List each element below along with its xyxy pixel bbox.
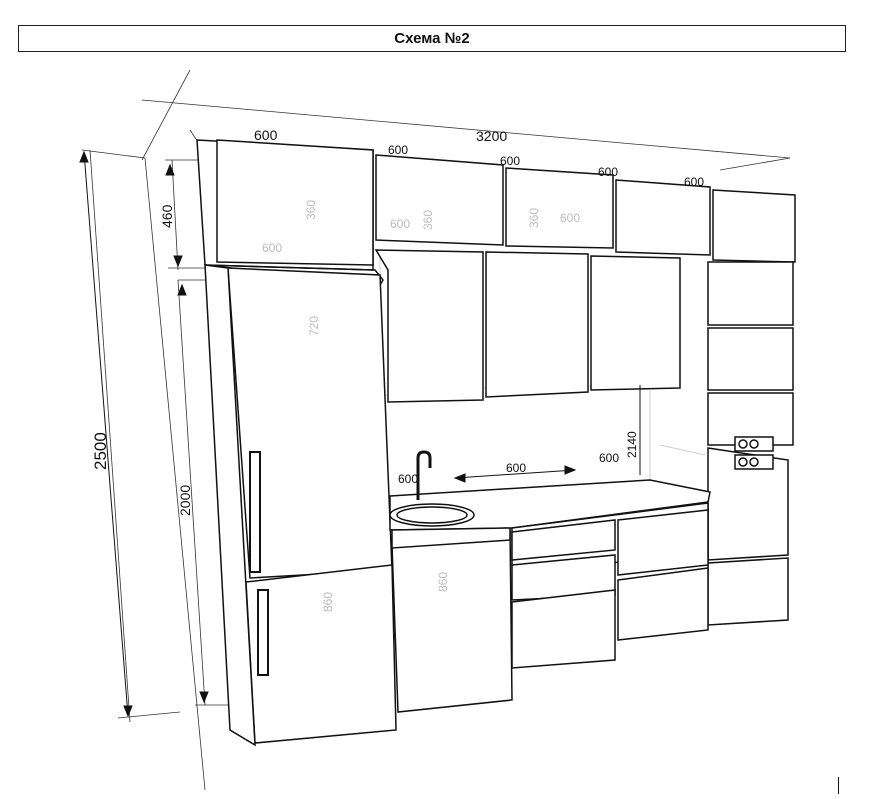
inner-fridge-lower: 860: [321, 591, 335, 612]
dim-column-height: 2000: [177, 484, 193, 516]
dim-counter-width-2: 600: [506, 461, 527, 475]
dim-top-cabinet-height: 460: [159, 204, 175, 228]
inner-top-width-a: 600: [262, 241, 283, 255]
diagram-title: Схема №2: [394, 30, 470, 47]
dim-total-width: 3200: [476, 128, 508, 144]
inner-top-depth-a: 360: [304, 199, 318, 220]
inner-top-width-b: 600: [390, 217, 411, 231]
fridge: [205, 265, 396, 745]
top-cabinets: [197, 140, 795, 270]
page-edge-mark: [838, 777, 839, 794]
inner-top-depth-b: 360: [421, 209, 435, 230]
dim-upper-width-4: 600: [598, 165, 619, 179]
dim-upper-width-5: 600: [684, 175, 705, 189]
inner-top-depth-c: 360: [527, 207, 541, 228]
dim-upper-width-2: 600: [388, 143, 409, 157]
inner-base-height: 860: [436, 571, 450, 592]
dim-counter-width-3: 600: [599, 451, 620, 465]
dim-total-height: 2500: [91, 432, 110, 470]
dim-upper-width-1: 600: [254, 127, 278, 143]
sink: [390, 452, 474, 526]
dim-upper-width-3: 600: [500, 154, 521, 168]
inner-top-width-c: 600: [560, 211, 581, 225]
upper-wall-cabinets: [376, 250, 680, 402]
dim-counter-height: 2140: [625, 431, 639, 458]
inner-fridge-upper: 720: [307, 315, 321, 336]
dim-counter-width-1: 600: [398, 472, 419, 486]
